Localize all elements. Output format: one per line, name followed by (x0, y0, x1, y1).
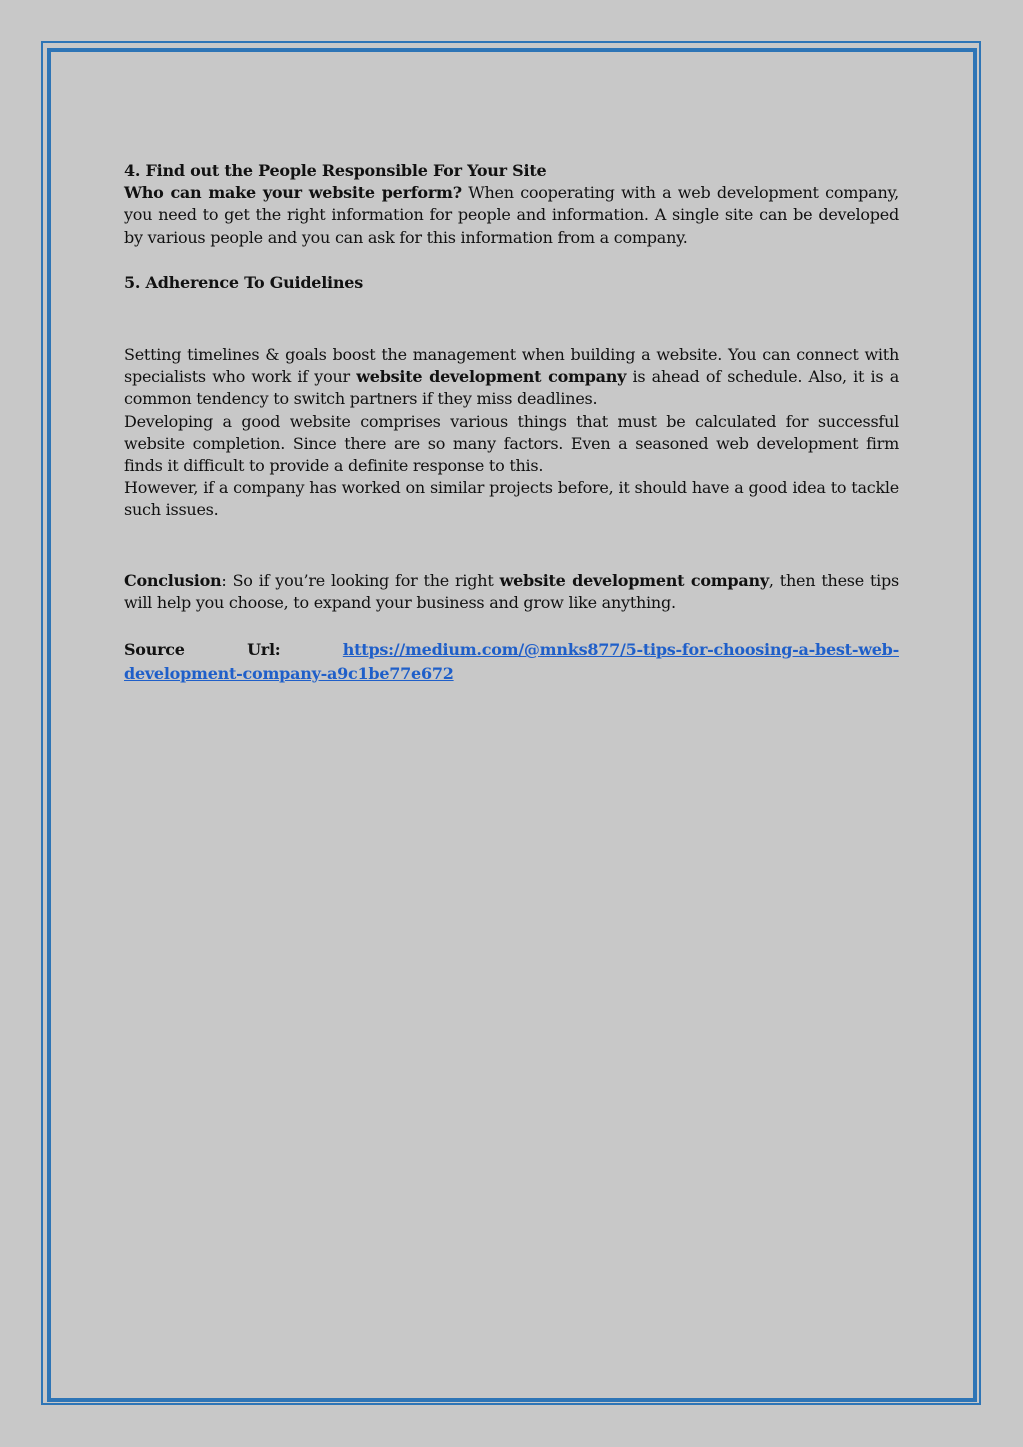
section-4-paragraph (124, 182, 899, 249)
section-5-p1-highlight: website development company (356, 367, 627, 387)
section-5-paragraph-3: However, if a company has worked on similar projects before, it should have a good idea to tackle such issues. (124, 478, 899, 520)
source-link-part-2[interactable]: development-company-a9c1be77e672 (124, 664, 454, 684)
section-4-lead: Who can make your website perform? (124, 183, 462, 203)
section-4-body: When cooperating with a web development company, you need to get the right information for people and information. A single site can be developed by various people and you can ask for this information from a company. (124, 183, 899, 247)
section-4-heading: 4. Find out the People Responsible For Your Site (124, 161, 547, 180)
section-5-p1-end: is ahead of schedule. Also, it is a common tendency to switch partners if they miss deadlines. (124, 367, 899, 409)
source-url-block (124, 638, 899, 686)
section-5-paragraph-2: Developing a good website comprises various things that must be calculated for successful website completion. Since there are so many factors. Even a seasoned web development firm finds it difficult to provide a definite response to this. (124, 411, 899, 476)
source-link-part-1[interactable]: https://medium.com/@mnks877/5-tips-for-choosing-a-best-web- (342, 640, 899, 660)
section-5-paragraph-1 (124, 344, 899, 411)
conclusion-label: Conclusion (124, 570, 222, 590)
conclusion-start: : So if you’re looking for the right (221, 570, 500, 590)
section-5-heading: 5. Adherence To Guidelines (124, 272, 363, 292)
section-5-p1-start: Setting timelines & goals boost the management when building a website. You can connect with specialists who work if your (124, 345, 899, 387)
document-body (124, 160, 899, 686)
source-label: Source (124, 640, 185, 660)
url-label: Url: (247, 640, 281, 660)
conclusion-end: , then these tips will help you choose, to expand your business and grow like anything. (124, 570, 900, 612)
conclusion-highlight: website development company (499, 570, 769, 590)
conclusion-paragraph (124, 570, 899, 614)
